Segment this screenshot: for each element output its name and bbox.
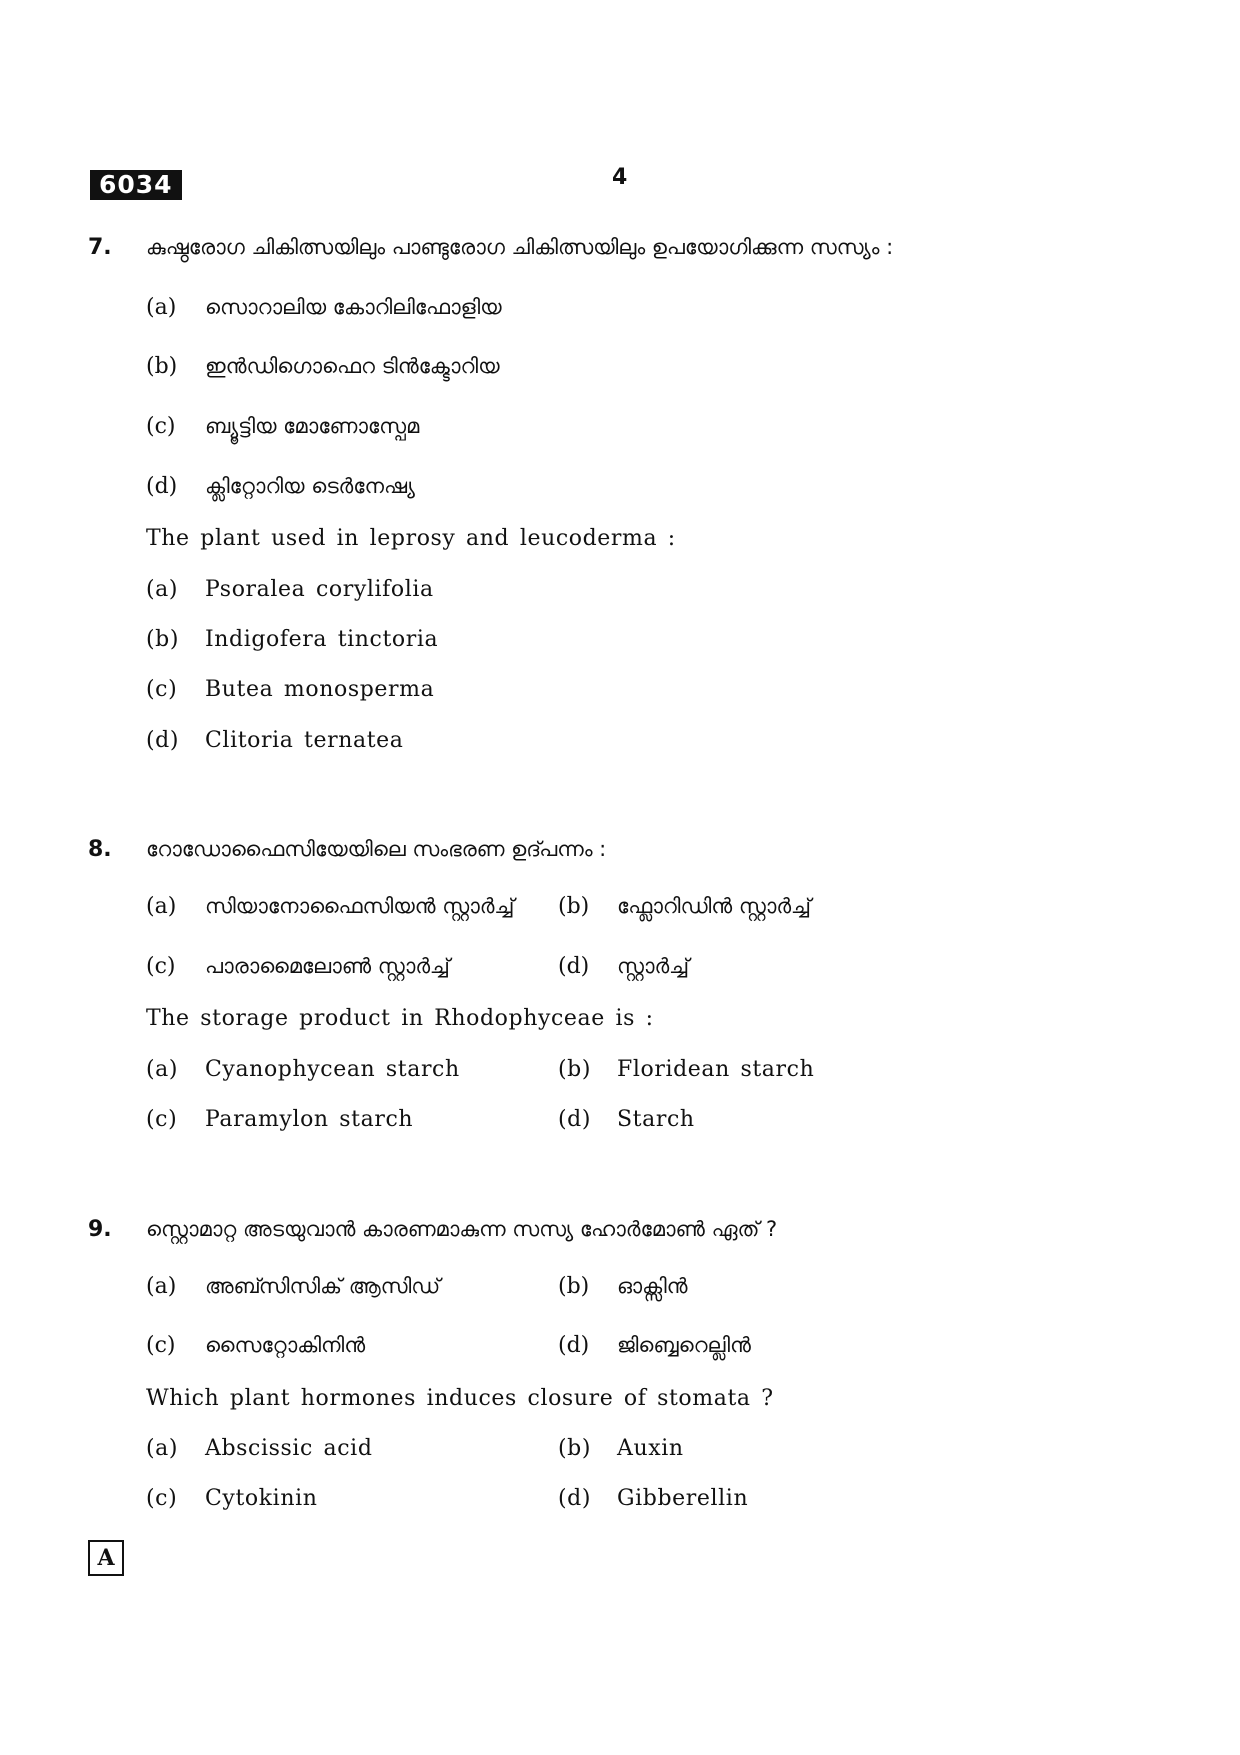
option-text: Cytokinin <box>205 1486 318 1511</box>
option-text: Clitoria ternatea <box>205 728 404 753</box>
option-text: അബ്സിസിക് ആസിഡ് <box>205 1274 441 1298</box>
option-label: (a) <box>146 577 179 602</box>
option-text: ഓക്സിൻ <box>617 1274 688 1298</box>
option-label: (a) <box>146 1057 179 1082</box>
option-label: (c) <box>146 1486 178 1511</box>
option-text: Cyanophycean starch <box>205 1057 460 1082</box>
option-text: സൊറാലിയ കോറിലിഫോളിയ <box>205 295 502 319</box>
option-label: (b) <box>558 1057 592 1082</box>
option-text: Paramylon starch <box>205 1107 414 1132</box>
option-label: (d) <box>146 728 180 753</box>
question-number: 8. <box>88 837 112 862</box>
question-text-malayalam: സ്റ്റൊമാറ്റ അടയുവാൻ കാരണമാകുന്ന സസ്യ ഹോർമോൺ ഏത് ? <box>146 1217 778 1241</box>
option-label: (c) <box>146 414 176 439</box>
option-label: (b) <box>558 1436 592 1461</box>
question-text-malayalam: റോഡോഫൈസിയേയിലെ സംഭരണ ഉദ്പന്നം : <box>146 837 607 861</box>
option-text: ജിബ്ബെറെല്ലിൻ <box>617 1333 751 1357</box>
option-text: പാരാമൈലോൺ സ്റ്റാർച്ച് <box>205 954 450 978</box>
option-text: Abscissic acid <box>205 1436 373 1461</box>
option-text: Indigofera tinctoria <box>205 627 439 652</box>
option-label: (d) <box>146 474 178 499</box>
question-text-english: Which plant hormones induces closure of stomata ? <box>146 1386 774 1411</box>
option-label: (c) <box>146 954 176 979</box>
version-mark: A <box>88 1540 124 1576</box>
option-text: സൈറ്റോകിനിൻ <box>205 1333 366 1357</box>
option-label: (b) <box>558 894 590 919</box>
option-label: (d) <box>558 1486 592 1511</box>
option-text: സിയാനോഫൈസിയൻ സ്റ്റാർച്ച് <box>205 894 515 918</box>
option-label: (b) <box>146 354 178 379</box>
option-label: (a) <box>146 1274 177 1299</box>
page-number: 4 <box>612 165 628 190</box>
question-text-english: The storage product in Rhodophyceae is : <box>146 1006 654 1031</box>
option-text: Psoralea corylifolia <box>205 577 434 602</box>
question-number: 7. <box>88 235 112 260</box>
option-text: ഫ്ലോറിഡിൻ സ്റ്റാർച്ച് <box>617 894 811 918</box>
option-label: (c) <box>146 1333 176 1358</box>
option-label: (a) <box>146 894 177 919</box>
option-text: Starch <box>617 1107 695 1132</box>
option-text: Butea monosperma <box>205 677 435 702</box>
option-text: ഇൻഡിഗൊഫെറ ടിൻക്ടോറിയ <box>205 354 500 378</box>
option-label: (b) <box>558 1274 590 1299</box>
option-label: (b) <box>146 627 180 652</box>
option-label: (d) <box>558 954 590 979</box>
option-label: (d) <box>558 1107 592 1132</box>
option-text: ക്ലിറ്റോറിയ ടെർനേഷ്യ <box>205 474 415 498</box>
paper-code: 6034 <box>90 170 182 200</box>
question-text-malayalam: കുഷ്ഠരോഗ ചികിത്സയിലും പാണ്ടുരോഗ ചികിത്സയിലും ഉപയോഗിക്കുന്ന സസ്യം : <box>146 235 894 259</box>
option-label: (c) <box>146 677 178 702</box>
option-label: (a) <box>146 295 177 320</box>
option-text: Auxin <box>617 1436 684 1461</box>
option-text: Gibberellin <box>617 1486 749 1511</box>
question-text-english: The plant used in leprosy and leucoderma : <box>146 526 676 551</box>
question-number: 9. <box>88 1217 112 1242</box>
option-text: സ്റ്റാർച്ച് <box>617 954 690 978</box>
option-label: (a) <box>146 1436 179 1461</box>
option-text: ബ്യൂട്ടിയ മോണോസ്പേമ <box>205 414 420 438</box>
option-label: (c) <box>146 1107 178 1132</box>
option-text: Floridean starch <box>617 1057 815 1082</box>
option-label: (d) <box>558 1333 590 1358</box>
